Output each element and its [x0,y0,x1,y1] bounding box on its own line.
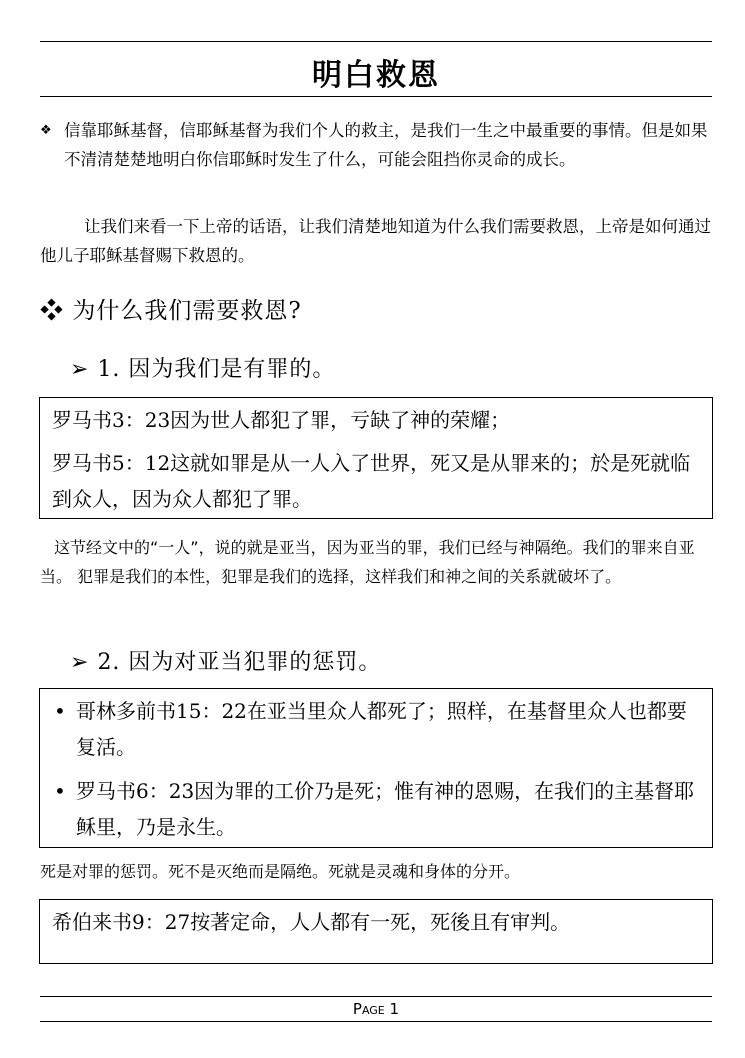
point1-heading [70,352,335,383]
page-number: Page 1 [352,1000,400,1018]
verse-1cor-15-22: 哥林多前书15：22在亚当里众人都死了；照样，在基督里众人也都要复活。 [76,699,687,759]
body-paragraph: 让我们来看一下上帝的话语，让我们清楚地知道为什么我们需要救恩，上帝是如何通过他儿子耶稣基督赐下救恩的。 [40,217,711,265]
intro-text: 信靠耶稣基督，信耶稣基督为我们个人的救主，是我们一生之中最重要的事情。但是如果不清清楚楚地明白你信耶稣时发生了什么，可能会阻挡你灵命的成长。 [64,121,708,169]
verse-box-1 [39,397,713,519]
point2-heading [70,645,381,676]
diamond-bullet-icon: ❖ [40,123,52,138]
title-underline [40,96,712,97]
section-heading-text: 为什么我们需要救恩? [72,298,302,324]
verse-hebrews-9-27: 希伯来书9：27按著定命，人人都有一死，死後且有审判。 [52,910,571,934]
top-rule [40,41,712,42]
section-heading [40,292,302,325]
page-title: 明白救恩 [312,58,440,93]
intro-paragraph [40,116,712,174]
diamond-bullet-icon: ❖ [40,298,64,324]
verse-box-3 [39,899,713,964]
explanation-paragraph-2: 死是对罪的惩罚。死不是灭绝而是隔绝。死就是灵魂和身体的分开。 [40,862,521,881]
arrow-bullet-icon: ➢ [70,650,90,675]
verse-box-2 [39,688,713,848]
point2-heading-text: 2. 因为对亚当犯罪的惩罚。 [97,650,382,675]
list-item [54,773,700,845]
footer-bottom-rule [40,1021,712,1022]
verse-romans-5-12: 罗马书5：12这就如罪是从一人入了世界，死又是从罪来的；於是死就临到众人，因为众人都犯了罪。 [52,451,691,511]
bullet-dot-icon: • [54,699,66,723]
arrow-bullet-icon: ➢ [70,357,90,382]
verse-romans-3-23: 罗马书3：23因为世人都犯了罪，亏缺了神的荣耀； [52,408,511,432]
explanation-paragraph-1: 这节经文中的“一人”，说的就是亚当，因为亚当的罪，我们已经与神隔绝。我们的罪来自亚当。 犯罪是我们的本性，犯罪是我们的选择，这样我们和神之间的关系就破坏了。 [40,538,695,586]
bullet-dot-icon: • [54,779,66,803]
verse-romans-6-23: 罗马书6：23因为罪的工价乃是死；惟有神的恩赐，在我们的主基督耶稣里，乃是永生。 [76,779,695,839]
list-item [54,693,700,765]
point1-heading-text: 1. 因为我们是有罪的。 [97,357,336,382]
